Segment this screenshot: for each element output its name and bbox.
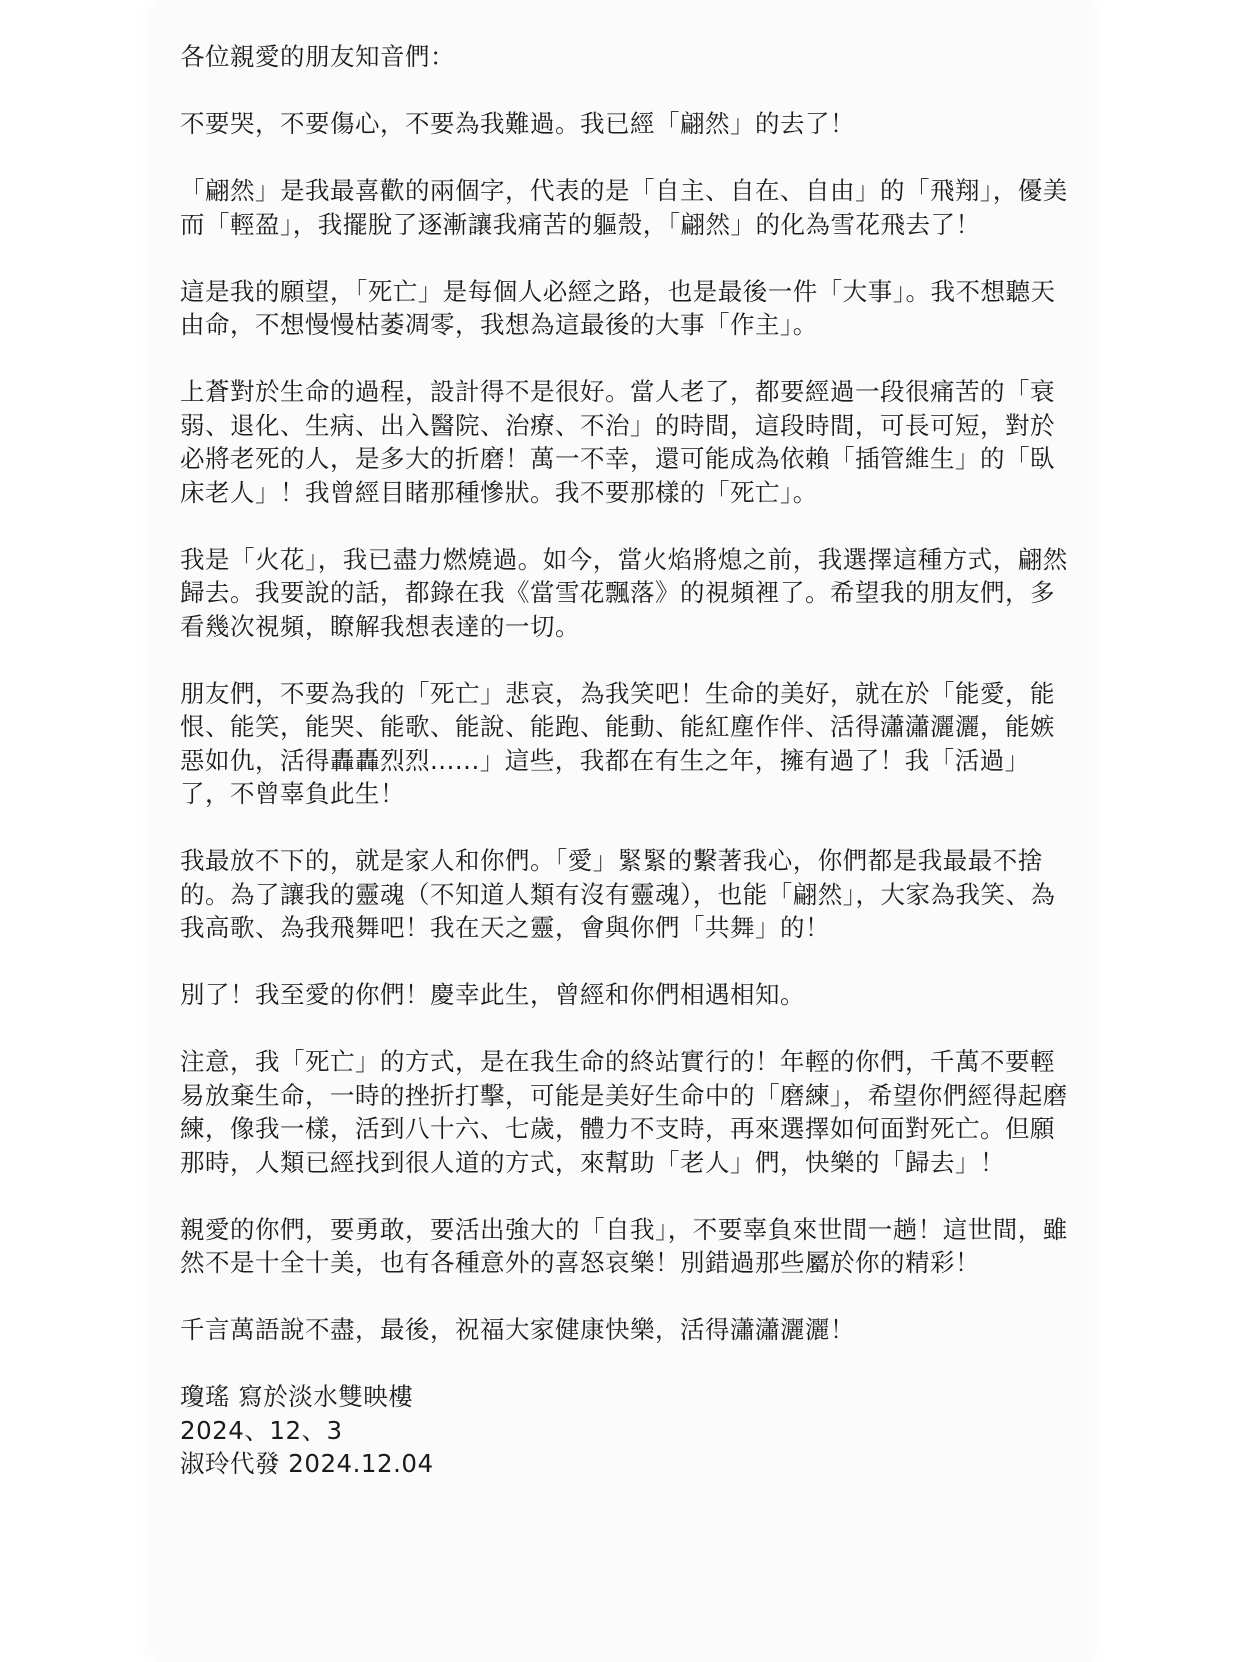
- signature-posted: 淑玲代發 2024.12.04: [180, 1449, 434, 1478]
- paragraph-1: 不要哭，不要傷心，不要為我難過。我已經「翩然」的去了！: [180, 109, 855, 138]
- paragraph-2: 「翩然」是我最喜歡的兩個字，代表的是「自主、自在、自由」的「飛翔」，優美而「輕盈」，我擺脫了逐漸讓我痛苦的軀殼，「翩然」的化為雪花飛去了！: [180, 176, 1068, 239]
- signature-author: 瓊瑤 寫於淡水雙映樓: [180, 1382, 414, 1411]
- paragraph-11: 千言萬語說不盡，最後，祝福大家健康快樂，活得瀟瀟灑灑！: [180, 1315, 855, 1344]
- signature-date: 2024、12、3: [180, 1415, 343, 1445]
- signature-block: [180, 1380, 1070, 1481]
- paragraph-5: 我是「火花」，我已盡力燃燒過。如今，當火焰將熄之前，我選擇這種方式，翩然歸去。我要說的話，都錄在我《當雪花飄落》的視頻裡了。希望我的朋友們，多看幾次視頻，瞭解我想表達的一切。: [180, 544, 1068, 641]
- paragraph-10: 親愛的你們，要勇敢，要活出強大的「自我」，不要辜負來世間一趟！這世間，雖然不是十全十美，也有各種意外的喜怒哀樂！別錯過那些屬於你的精彩！: [180, 1214, 1068, 1277]
- paragraph-7: 我最放不下的，就是家人和你們。「愛」緊緊的繫著我心，你們都是我最最不捨的。為了讓我的靈魂（不知道人類有沒有靈魂），也能「翩然」，大家為我笑、為我高歌、為我飛舞吧！我在天之靈，會與你們「共舞」的！: [180, 846, 1056, 942]
- paragraph-8: 別了！我至愛的你們！慶幸此生，曾經和你們相遇相知。: [180, 980, 805, 1009]
- letter-body: [180, 40, 1070, 1481]
- paragraph-6: 朋友們，不要為我的「死亡」悲哀，為我笑吧！生命的美好，就在於「能愛，能恨、能笑，能哭、能歌、能說、能跑、能動、能紅塵作伴、活得瀟瀟灑灑，能嫉惡如仇，活得轟轟烈烈......」這些，我都在有生之年，擁有過了！我「活過」了，不曾辜負此生！: [180, 678, 1055, 808]
- paragraph-3: 這是我的願望，「死亡」是每個人必經之路，也是最後一件「大事」。我不想聽天由命，不想慢慢枯萎凋零，我想為這最後的大事「作主」。: [180, 276, 1056, 339]
- salutation: 各位親愛的朋友知音們：: [180, 42, 455, 71]
- paragraph-9: 注意，我「死亡」的方式，是在我生命的終站實行的！年輕的你們，千萬不要輕易放棄生命，一時的挫折打擊，可能是美好生命中的「磨練」，希望你們經得起磨練，像我一樣，活到八十六、七歲，體力不支時，再來選擇如何面對死亡。但願那時，人類已經找到很人道的方式，來幫助「老人」們，快樂的「歸去」！: [180, 1047, 1068, 1177]
- paragraph-4: 上蒼對於生命的過程，設計得不是很好。當人老了，都要經過一段很痛苦的「衰弱、退化、生病、出入醫院、治療、不治」的時間，這段時間，可長可短，對於必將老死的人，是多大的折磨！萬一不幸，還可能成為依賴「插管維生」的「臥床老人」！我曾經目睹那種慘狀。我不要那樣的「死亡」。: [180, 377, 1055, 507]
